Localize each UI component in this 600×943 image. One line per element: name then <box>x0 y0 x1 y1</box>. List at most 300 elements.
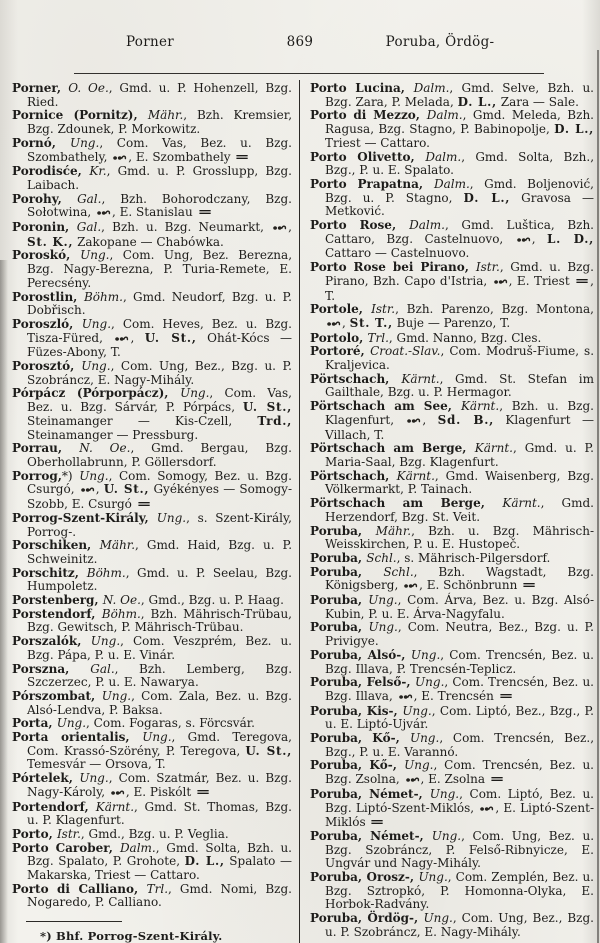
entry-name: Porohy, <box>12 191 78 206</box>
entry-text: , E. Zsolna <box>420 772 489 787</box>
entry-text: , Gmd. Haid, Bzg. u. P. Schweinitz. <box>27 538 293 566</box>
region-abbr: Croat.-Slav. <box>370 344 441 359</box>
entry-name: Poruba, <box>310 523 376 538</box>
gazetteer-entry <box>12 663 292 690</box>
page-number: 869 <box>286 34 314 50</box>
entry-name: Poroszló, <box>12 316 82 331</box>
region-abbr: Istr. <box>371 302 396 317</box>
entry-name: Porrog, <box>12 468 62 483</box>
gazetteer-entry <box>310 621 594 648</box>
footnote-rule <box>26 921 122 922</box>
region-abbr: Ung. <box>80 248 110 263</box>
region-abbr: Ung. <box>423 911 453 926</box>
entry-text: , Gmd. Solta, Bzh., Bzg., P. u. E. Spalato. <box>325 149 595 178</box>
posthorn-icon <box>96 207 111 221</box>
posthorn-icon <box>112 152 127 166</box>
gazetteer-entry <box>310 261 594 303</box>
entry-text: , Com. Vas, Bez. u. Bzg. Szombathely, <box>27 135 292 164</box>
region-abbr: Kärnt. <box>474 441 513 456</box>
region-abbr: Dalm. <box>433 176 470 191</box>
entry-text: , Gmd. Bergau, Bzg. Oberhollabrunn, P. Göllersdorf. <box>27 441 292 469</box>
gazetteer-entry <box>12 690 292 717</box>
route-marker: St. K., <box>27 234 74 249</box>
entry-text: Cattaro — Castelnuovo. <box>325 246 470 261</box>
entry-text: , <box>95 482 104 497</box>
region-abbr: Kärnt. <box>460 399 500 414</box>
entry-name: Porschitz, <box>12 565 87 580</box>
region-abbr: Dalm. <box>119 840 156 855</box>
entry-text: , Com. Szatmár, Bez. u. Bzg. Nagy-Károly, <box>27 771 292 799</box>
entry-text: , Com. Trencsén, Bez. u. Bzg. Zsolna, <box>325 758 594 787</box>
region-abbr: Böhm. <box>101 606 141 621</box>
entry-name: Pörtschach, <box>310 468 397 483</box>
gazetteer-entry <box>12 137 292 165</box>
route-marker: Trd., <box>257 413 292 428</box>
gazetteer-entry <box>12 82 292 109</box>
region-abbr: Ung. <box>69 135 100 150</box>
region-abbr: Istr. <box>56 826 81 841</box>
entry-text: , E. Triest <box>508 273 575 288</box>
region-abbr: Trl. <box>367 330 389 345</box>
entry-name: Porto Rose, <box>310 218 410 233</box>
posthorn-icon <box>406 415 421 429</box>
entry-text: Ohát-Kócs — Füzes-Abony, T. <box>27 330 292 360</box>
gazetteer-entry <box>12 249 292 290</box>
entry-name: Poruba, Német-, <box>310 786 430 801</box>
region-abbr: Ung. <box>180 386 210 401</box>
route-marker: U. St., <box>245 743 292 758</box>
region-abbr: Mähr. <box>99 538 136 553</box>
region-abbr: N. Oe. <box>79 441 131 456</box>
region-abbr: Ung. <box>431 828 462 843</box>
entry-text: , Com. Ung, Bez. Berezna, Bzg. Nagy-Berezna, P. Turia-Remete, E. Perecsény. <box>27 248 293 290</box>
entry-name: Porstenberg, <box>12 593 103 608</box>
region-abbr: Böhm. <box>83 289 123 304</box>
gazetteer-entry <box>310 219 594 261</box>
entry-name: Pörtschach am Berge, <box>310 441 475 456</box>
gazetteer-entry <box>310 151 594 178</box>
gazetteer-entry <box>12 635 292 662</box>
entry-text: , Com. Ung, Bez., Bzg. u. P. Szobráncz, E. Nagy-Mihály. <box>27 359 292 387</box>
double-line-symbol: = <box>234 149 250 164</box>
region-abbr: Kärnt. <box>396 468 435 483</box>
entry-text: , Com. Modruš-Fiume, s. Kraljevica. <box>325 344 595 373</box>
route-marker: U. St., <box>144 330 197 345</box>
gazetteer-entry <box>310 82 594 109</box>
posthorn-icon <box>398 691 413 705</box>
route-marker: L. D., <box>547 231 594 246</box>
entry-text: , Com. Zala, Bez. u. Bzg. Alsó-Lendva, P. Baksa. <box>27 688 292 717</box>
gazetteer-entry <box>12 883 292 910</box>
double-line-symbol: = <box>195 784 211 799</box>
entry-text: , E. Schönbrunn <box>419 578 522 593</box>
entry-text: Zara — Sale. <box>496 94 579 109</box>
gazetteer-entry <box>310 788 594 830</box>
entry-name: Porto di Mezzo, <box>310 108 427 123</box>
entry-name: Porodisće, <box>12 164 90 179</box>
entry-text: , Bzh. u. Bzg. Klagenfurt, <box>325 399 594 427</box>
gazetteer-entry <box>12 772 292 800</box>
gazetteer-entry <box>310 566 594 594</box>
entry-name: Porszalók, <box>12 634 91 649</box>
region-abbr: Ung. <box>101 688 132 703</box>
gazetteer-entry <box>310 676 594 704</box>
entry-name: Porto di Calliano, <box>12 881 147 896</box>
entry-name: Porto Rose bei Pirano, <box>310 260 476 275</box>
gazetteer-entry <box>12 539 292 566</box>
region-abbr: Ung. <box>410 647 441 662</box>
entry-text: , Gmd. Nanno, Bzg. Cles. <box>388 330 542 345</box>
entry-text: , Gmd. St. Thomas, Bzg. u. P. Klagenfurt. <box>27 799 292 828</box>
region-abbr: Ung. <box>429 786 460 801</box>
gazetteer-entry <box>310 442 594 469</box>
entry-text: , Com. Trencsén, Bez. u. Bzg. Illava, <box>325 675 594 703</box>
region-abbr: Istr. <box>475 260 500 275</box>
entry-text: , Bzh. Lemberg, Bzg. Szczerzec, P. u. E. Nawarya. <box>27 661 293 690</box>
region-abbr: Dalm. <box>426 108 463 123</box>
gazetteer-entry <box>310 830 594 871</box>
entry-name: Porner, <box>12 81 69 95</box>
region-abbr: Schl. <box>366 550 397 565</box>
posthorn-icon <box>80 484 95 498</box>
region-abbr: Dalm. <box>413 81 450 95</box>
entry-text: , E. Stanislau <box>112 205 197 220</box>
entry-text: , Com. Trencsén, Bez., Bzg., P. u. E. Varannó. <box>325 731 595 759</box>
gazetteer-entry <box>12 318 292 360</box>
entry-text: *) <box>61 468 80 483</box>
entry-text: , Gmd. Waisenberg, Bzg. Völkermarkt, P. Tainach. <box>325 468 594 497</box>
entry-text: , Gmd. Herzendorf, Bzg. St. Veit. <box>325 496 594 524</box>
gazetteer-entry <box>310 759 594 787</box>
entry-text: , Bzh. Bohorodczany, Bzg. Sołotwina, <box>27 191 292 220</box>
entry-name: Poruba, Alsó-, <box>310 647 411 662</box>
region-abbr: Gal. <box>76 220 102 235</box>
entry-name: Poruba, Felső-, <box>310 675 416 690</box>
region-abbr: Ung. <box>142 730 172 745</box>
entry-name: Porto Olivetto, <box>310 149 426 164</box>
region-abbr: Trl. <box>146 881 169 896</box>
entry-name: Pörtschach am See, <box>310 399 461 414</box>
entry-text: , Com. Heves, Bez. u. Bzg. Tisza-Füred, <box>27 316 292 345</box>
entry-name: Porrau, <box>12 441 80 456</box>
gazetteer-entry <box>310 871 594 912</box>
entry-text: , Com. Ung, Bez. u. Bzg. Szobráncz, P. Felső-Ribnyicze, E. Ungvár und Nagy-Mihály. <box>325 828 595 871</box>
entry-text: , Gmd. Teregova, Com. Krassó-Szörény, P. Teregova, <box>27 730 292 758</box>
gazetteer-entry <box>12 828 292 842</box>
page-body <box>0 80 600 943</box>
region-abbr: N. Oe. <box>102 593 141 608</box>
region-abbr: Ung. <box>409 731 440 746</box>
region-abbr: Ung. <box>156 510 187 525</box>
posthorn-icon <box>110 787 125 801</box>
region-abbr: Dalm. <box>425 149 462 164</box>
entry-text: , <box>288 220 292 235</box>
entry-name: Porto Lucina, <box>310 81 414 95</box>
entry-name: Poruba, Ördög-, <box>310 911 424 926</box>
double-line-symbol: = <box>136 497 152 512</box>
entry-text: , s. Mährisch-Pilgersdorf. <box>396 550 551 565</box>
entry-text: , E. Liptó-Szent-Miklós <box>325 800 594 830</box>
gazetteer-entry <box>12 594 292 608</box>
entry-text: , Com. Ung, Bez., Bzg. u. P. Szobráncz, E. Nagy-Mihály. <box>325 911 594 939</box>
entry-name: Poroskó, <box>12 248 81 263</box>
entry-text: , Com. Fogaras, s. Förcsvár. <box>86 716 255 731</box>
running-header-right: Poruba, Ördög- <box>385 34 495 50</box>
entry-text: Spalato — Makarska, Triest — Cattaro. <box>27 854 292 883</box>
entry-name: Portolo, <box>310 330 368 345</box>
header-rule <box>74 73 544 74</box>
gazetteer-entry <box>12 608 292 635</box>
region-abbr: Ung. <box>415 675 445 690</box>
gazetteer-entry <box>310 470 594 497</box>
entry-text: Buje — Parenzo, T. <box>392 315 511 330</box>
entry-text: , Gmd. u. P. Hohenzell, Bzg. Ried. <box>27 81 292 109</box>
entry-name: Porto Carober, <box>12 840 120 855</box>
region-abbr: Böhm. <box>86 565 126 580</box>
gazetteer-entry <box>310 649 594 676</box>
entry-text: Klagenfurt — Villach, T. <box>325 412 594 442</box>
entry-name: Porta, <box>12 716 57 731</box>
entry-text: , Gmd. u. Bzg. Pirano, Bzh. Capo d'Istria, <box>325 260 594 288</box>
entry-name: Porrog-Szent-Király, <box>12 510 157 525</box>
region-abbr: Gal. <box>90 661 115 676</box>
entry-name: Poruba, Kő-, <box>310 731 410 746</box>
region-abbr: Ung. <box>402 703 432 718</box>
entry-name: Poruba, <box>310 620 369 635</box>
entry-text: , Gmd. u. P. Maria-Saal, Bzg. Klagenfurt. <box>325 441 594 469</box>
gazetteer-entry <box>12 221 292 249</box>
region-abbr: Kr. <box>89 164 107 179</box>
gazetteer-entry <box>310 912 594 939</box>
gazetteer-entry <box>310 594 594 621</box>
entry-name: Portole, <box>310 302 372 317</box>
gazetteer-entry <box>310 525 594 552</box>
region-abbr: Kärnt. <box>95 799 135 814</box>
double-line-symbol: = <box>521 578 537 593</box>
entry-text: , <box>130 330 145 345</box>
posthorn-icon <box>493 276 508 290</box>
entry-text: , Bzh. u. Bzg. Neumarkt, <box>101 220 272 235</box>
gazetteer-entry <box>310 705 594 732</box>
entry-text: , E. Piskólt <box>125 784 195 799</box>
entry-name: Porto, <box>12 826 57 841</box>
double-line-symbol: = <box>574 273 590 288</box>
gazetteer-entry <box>12 387 292 442</box>
entry-text: , Gmd. Solta, Bzh. u. Bzg. Spalato, P. Grohote, <box>27 840 292 869</box>
region-abbr: Schl. <box>383 564 414 579</box>
posthorn-icon <box>403 580 418 594</box>
gazetteer-entry <box>12 109 292 136</box>
gazetteer-entry <box>310 178 594 219</box>
entry-text: , Gmd., Bzg. u. P. Veglia. <box>80 826 229 841</box>
gazetteer-entry <box>12 512 292 539</box>
gazetteer-entry <box>310 345 594 372</box>
region-abbr: Kärnt. <box>401 371 440 386</box>
entry-name: Pórpácz (Pórporpácz), <box>12 386 181 401</box>
entry-text: , Com. Vas, Bez. u. Bzg. Sárvár, P. Pórpács, <box>27 386 292 415</box>
entry-text: Gravosa — Metković. <box>325 190 595 219</box>
gazetteer-entry <box>12 291 292 318</box>
posthorn-icon <box>516 234 531 248</box>
gazetteer-entry <box>12 731 292 772</box>
route-marker: Sd. B., <box>437 412 495 427</box>
region-abbr: Mähr. <box>147 108 184 123</box>
gazetteer-entry <box>12 567 292 594</box>
posthorn-icon <box>272 222 287 236</box>
entry-name: Poronin, <box>12 220 77 235</box>
region-abbr: Ung. <box>79 468 109 483</box>
double-line-symbol: = <box>489 772 505 787</box>
route-marker: D. L., <box>457 94 497 109</box>
double-line-symbol: = <box>369 815 386 830</box>
gazetteer-entry <box>310 303 594 331</box>
posthorn-icon <box>326 318 341 332</box>
entry-text: Steinamanger — Kis-Czell, <box>27 413 258 428</box>
region-abbr: Ung. <box>79 771 109 786</box>
region-abbr: Gal. <box>77 191 102 206</box>
region-abbr: Ung. <box>368 593 398 608</box>
entry-text: , Bzh. Parenzo, Bzg. Montona, <box>395 302 594 317</box>
region-abbr: Ung. <box>404 758 434 773</box>
entry-text: , Com. Somogy, Bez. u. Bzg. Csurgó, <box>27 468 292 497</box>
region-abbr: Ung. <box>90 634 121 649</box>
gazetteer-entry <box>310 373 594 400</box>
entry-text: , Com. Liptó, Bez. u. Bzg. Liptó-Szent-Miklós, <box>325 786 594 815</box>
entry-name: Porosztó, <box>12 359 82 374</box>
gazetteer-entry <box>12 717 292 731</box>
entry-text: , Bzh. Mährisch-Trübau, Bzg. Gewitsch, P. Mährisch-Trübau. <box>27 606 292 635</box>
region-abbr: Ung. <box>81 359 111 374</box>
entry-text: , Gmd. Nomi, Bzg. Nogaredo, P. Calliano. <box>27 881 292 910</box>
running-header-left: Porner <box>125 34 175 50</box>
entry-text: , Com. Veszprém, Bez. u. Bzg. Pápa, P. u. E. Vinár. <box>27 634 292 662</box>
gazetteer-entry <box>12 193 292 221</box>
entry-name: Poruba, <box>310 550 367 565</box>
entry-text: , <box>531 231 548 246</box>
entry-text: , Gmd. Neudorf, Bzg. u. P. Dobřisch. <box>27 289 292 318</box>
region-abbr: Mähr. <box>375 523 412 538</box>
page-edge-line <box>597 50 599 943</box>
region-abbr: Dalm. <box>409 218 445 233</box>
route-marker: U. St., <box>103 482 150 497</box>
gazetteer-entry <box>12 442 292 469</box>
entry-name: Pórtelek, <box>12 771 80 786</box>
entry-text: Steinamanger — Pressburg. <box>27 427 199 442</box>
entry-text: , Com. Liptó, Bez., Bzg., P. u. E. Liptó-Ujvár. <box>325 703 594 732</box>
entry-text: , Com. Árva, Bez. u. Bzg. Alsó-Kubin, P. u. E. Árva-Nagyfalu. <box>325 593 594 621</box>
entry-name: Porstendorf, <box>12 606 102 621</box>
entry-text: , Bzh. u. Bzg. Mährisch-Weisskirchen, P. u. E. Hustopeč. <box>325 523 594 552</box>
entry-text: , Gmd. u. P. Seelau, Bzg. Humpoletz. <box>27 565 292 594</box>
region-abbr: Ung. <box>368 620 398 635</box>
gazetteer-entry <box>310 552 594 566</box>
entry-name: Poruba, <box>310 564 384 579</box>
posthorn-icon <box>479 803 494 817</box>
gazetteer-entry <box>310 400 594 442</box>
region-abbr: O. Oe. <box>68 81 109 95</box>
entry-name: Pornice (Pornitz), <box>12 108 148 123</box>
entry-text: Zakopane — Chabówka. <box>73 234 224 249</box>
gazetteer-entry <box>310 109 594 150</box>
footnote: *) Bhf. Porrog-Szent-Király. <box>40 929 223 943</box>
entry-text: Gyékényes — Somogy-Szobb, E. Csurgó <box>27 482 292 512</box>
entry-name: Portoré, <box>310 344 371 359</box>
route-marker: D. L., <box>184 854 225 869</box>
gazetteer-entry <box>310 497 594 524</box>
entry-name: Porto Prapatna, <box>310 176 434 191</box>
column-right <box>299 80 600 943</box>
entry-text: , Com. Trencsén, Bez. u. Bzg. Illava, P. Trencsén-Teplicz. <box>325 647 594 676</box>
entry-text: , Gmd., Bzg. u. P. Haag. <box>140 593 284 608</box>
entry-text: , Bzh. Wagstadt, Bzg. Königsberg, <box>325 564 594 593</box>
route-marker: D. L., <box>463 190 511 205</box>
region-abbr: Ung. <box>56 716 87 731</box>
entry-text: Temesvár — Orsova, T. <box>27 757 166 772</box>
binding-shadow <box>0 260 8 943</box>
entry-name: Porszna, <box>12 661 91 676</box>
entry-text: , Gmd. u. P. Grosslupp, Bzg. Laibach. <box>27 164 292 192</box>
entry-name: Porta orientalis, <box>12 730 143 745</box>
region-abbr: Kärnt. <box>502 496 541 511</box>
entry-text: , Gmd. Selve, Bzh. u. Bzg. Zara, P. Melada, <box>325 81 594 109</box>
column-left <box>0 80 299 943</box>
entry-name: Pörtschach am Berge, <box>310 496 503 511</box>
entry-text: , Gmd. Meleda, Bzh. Ragusa, Bzg. Stagno, P. Babinopolje, <box>325 108 594 137</box>
posthorn-icon <box>405 774 420 788</box>
gazetteer-entry <box>12 842 292 883</box>
entry-text: , Gmd. Luštica, Bzh. Cattaro, Bzg. Castelnuovo, <box>325 218 595 246</box>
entry-name: Poruba, Német-, <box>310 828 432 843</box>
double-line-symbol: = <box>196 205 213 220</box>
entry-text: , T. <box>325 273 594 303</box>
entry-name: Pórszombat, <box>12 688 102 703</box>
column-divider <box>299 80 300 943</box>
posthorn-icon <box>114 333 129 347</box>
entry-name: Poruba, Kő-, <box>310 758 405 773</box>
gazetteer-entry <box>310 732 594 759</box>
route-marker: D. L., <box>554 122 595 137</box>
entry-text: , E. Trencsén <box>413 688 498 703</box>
entry-name: Pornó, <box>12 135 70 150</box>
entry-text: , Bzh. Kremsier, Bzg. Zdounek, P. Morkowitz. <box>27 108 293 137</box>
entry-text: , Com. Zemplén, Bez. u. Bzg. Sztropkó, P. Homonna-Olyka, E. Horbok-Radvány. <box>325 870 594 912</box>
entry-text: Triest — Cattaro. <box>325 135 430 150</box>
region-abbr: Ung. <box>418 870 448 885</box>
gazetteer-entry <box>12 360 292 387</box>
entry-text: , Com. Neutra, Bez., Bzg. u. P. Privigye. <box>325 620 595 649</box>
route-marker: U. St., <box>242 400 293 415</box>
entry-name: Poruba, Kis-, <box>310 703 403 718</box>
double-line-symbol: = <box>498 688 514 703</box>
region-abbr: Ung. <box>81 316 112 331</box>
route-marker: St. T., <box>349 315 393 330</box>
entry-name: Porschiken, <box>12 538 100 553</box>
gazetteer-entry <box>12 165 292 192</box>
entry-name: Poruba, Orosz-, <box>310 870 419 885</box>
entry-name: Pörtschach, <box>310 371 402 386</box>
gazetteer-entry <box>12 470 292 512</box>
entry-text: , s. Szent-Király, Porrog-. <box>27 510 292 539</box>
entry-name: Porostlin, <box>12 289 84 304</box>
entry-name: Portendorf, <box>12 799 96 814</box>
entry-text: , <box>422 412 438 427</box>
entry-name: Poruba, <box>310 593 369 608</box>
entry-text: , Gmd. Boljenović, Bzg. u. P. Stagno, <box>325 176 594 205</box>
entry-text: , E. Szombathely <box>128 149 235 164</box>
gazetteer-entry <box>12 801 292 828</box>
entry-text: , Gmd. St. Stefan im Gailthale, Bzg. u. P. Hermagor. <box>325 371 594 400</box>
gazetteer-entry <box>310 332 594 346</box>
